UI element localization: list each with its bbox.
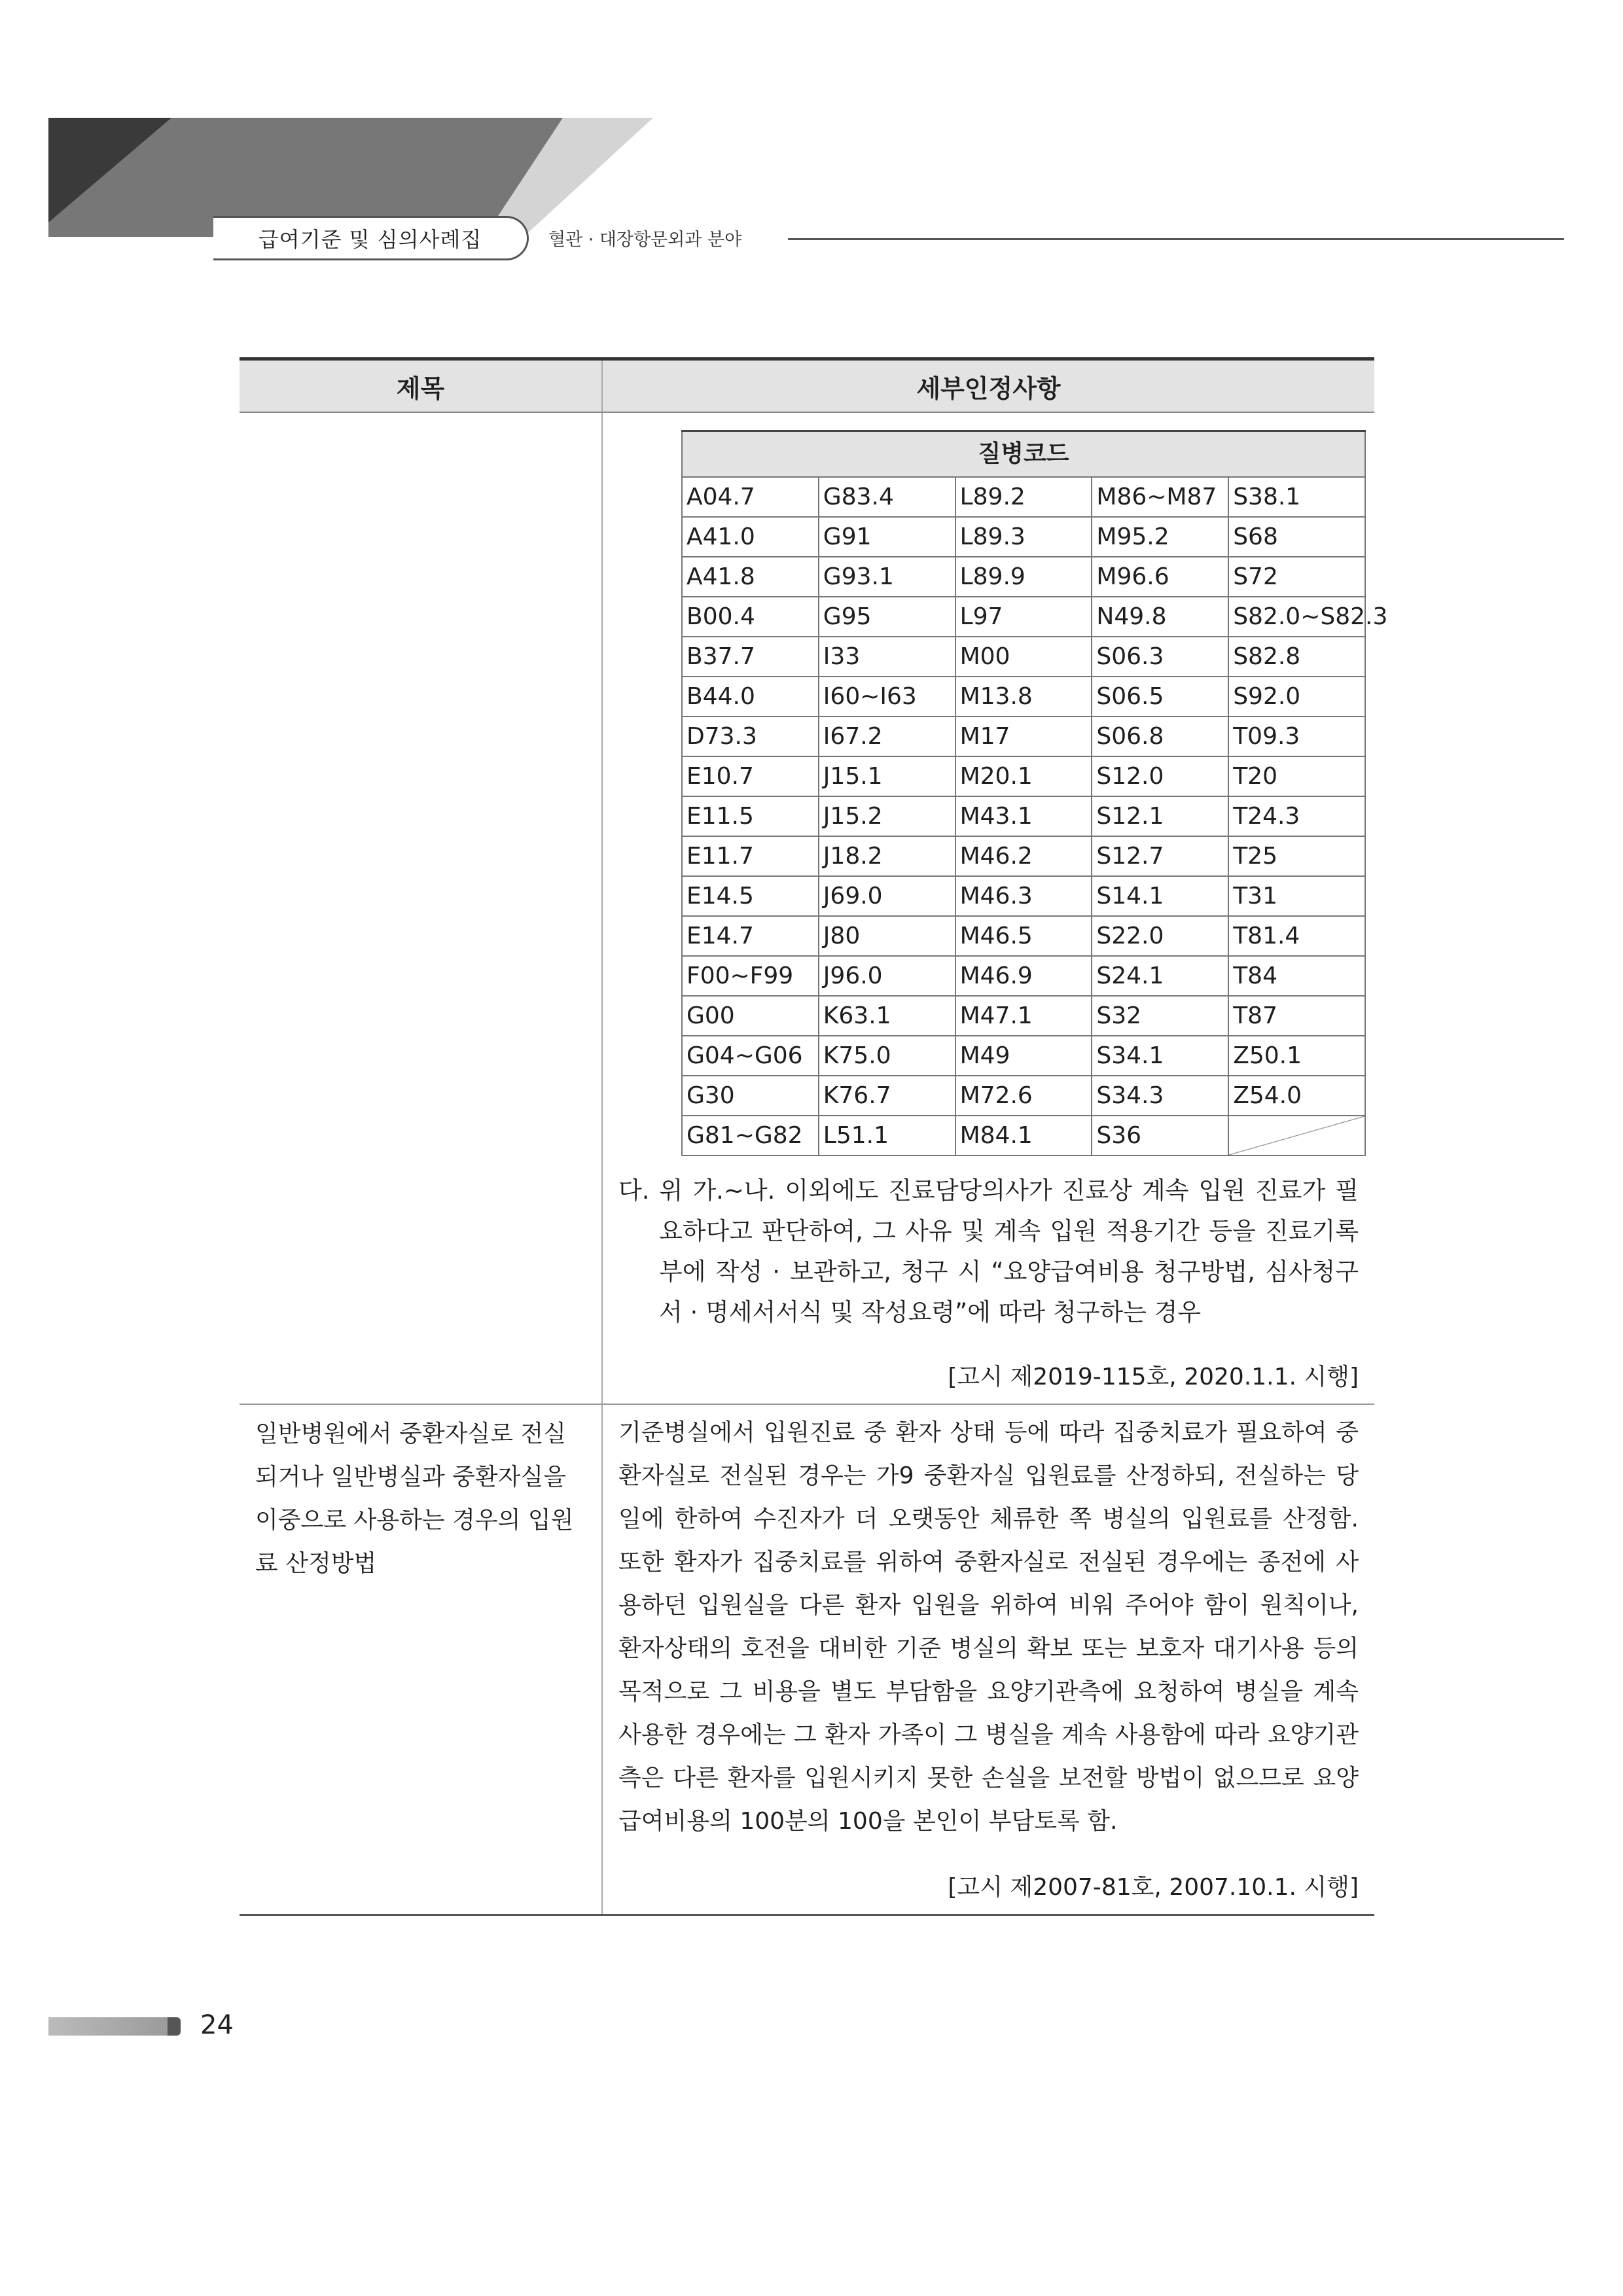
code-cell: M43.1 bbox=[955, 796, 1092, 836]
code-cell: S22.0 bbox=[1092, 916, 1228, 956]
page-number: 24 bbox=[200, 2010, 234, 2040]
code-cell: G93.1 bbox=[819, 557, 955, 597]
footer-bar bbox=[48, 2017, 177, 2036]
code-cell: E11.7 bbox=[682, 836, 819, 876]
code-cell: T81.4 bbox=[1228, 916, 1365, 956]
item-d-text: 다. 위 가.~나. 이외에도 진료담당의사가 진료상 계속 입원 진료가 필요하다고 판단하여, 그 사유 및 계속 입원 적용기간 등을 진료기록부에 작성 · 보관하고, 청구 시 “요양급여비용 청구방법, 심사청구서 · 명세서서식 및 작성요령”에 따라 청구하는 경우 bbox=[618, 1176, 1359, 1326]
code-cell: S06.3 bbox=[1092, 637, 1228, 677]
code-cell: L89.9 bbox=[955, 557, 1092, 597]
row1-details-cell bbox=[602, 412, 1388, 1404]
code-cell: M46.3 bbox=[955, 876, 1092, 916]
code-cell: A41.8 bbox=[682, 557, 819, 597]
code-cell: J18.2 bbox=[819, 836, 955, 876]
code-cell: M46.5 bbox=[955, 916, 1092, 956]
book-title-tab bbox=[213, 216, 529, 260]
code-cell: B44.0 bbox=[682, 677, 819, 716]
code-cell: J15.1 bbox=[819, 756, 955, 796]
code-cell: F00~F99 bbox=[682, 956, 819, 996]
code-cell: L51.1 bbox=[819, 1116, 955, 1156]
code-cell: Z50.1 bbox=[1228, 1036, 1365, 1076]
code-cell: G30 bbox=[682, 1076, 819, 1116]
code-cell: S36 bbox=[1092, 1116, 1228, 1156]
code-row bbox=[682, 1116, 1365, 1156]
code-row bbox=[682, 916, 1365, 956]
code-cell: I60~I63 bbox=[819, 677, 955, 716]
code-row bbox=[682, 557, 1365, 597]
code-cell: S92.0 bbox=[1228, 677, 1365, 716]
code-cell: M17 bbox=[955, 716, 1092, 756]
code-cell: J96.0 bbox=[819, 956, 955, 996]
row2-title: 일반병원에서 중환자실로 전실되거나 일반병실과 중환자실을 이중으로 사용하는 경우의 입원료 산정방법 bbox=[255, 1421, 574, 1577]
code-cell: Z54.0 bbox=[1228, 1076, 1365, 1116]
code-cell: E11.5 bbox=[682, 796, 819, 836]
book-title: 급여기준 및 심의사례집 bbox=[258, 227, 482, 252]
code-cell: J69.0 bbox=[819, 876, 955, 916]
code-cell: S34.3 bbox=[1092, 1076, 1228, 1116]
col-header-details: 세부인정사항 bbox=[602, 359, 1374, 413]
code-cell: K76.7 bbox=[819, 1076, 955, 1116]
code-cell: M72.6 bbox=[955, 1076, 1092, 1116]
code-cell: K63.1 bbox=[819, 996, 955, 1036]
section-title: 혈관 · 대장항문외과 분야 bbox=[548, 230, 742, 250]
code-row bbox=[682, 836, 1365, 876]
table-row bbox=[240, 1404, 1374, 1915]
code-cell: M95.2 bbox=[1092, 517, 1228, 557]
code-cell: G91 bbox=[819, 517, 955, 557]
code-cell: E14.7 bbox=[682, 916, 819, 956]
disease-code-table bbox=[681, 430, 1388, 1156]
code-cell: G95 bbox=[819, 597, 955, 637]
code-cell: M00 bbox=[955, 637, 1092, 677]
code-cell: S12.0 bbox=[1092, 756, 1228, 796]
code-cell: S68 bbox=[1228, 517, 1365, 557]
code-cell: B37.7 bbox=[682, 637, 819, 677]
code-cell: S12.7 bbox=[1092, 836, 1228, 876]
code-cell: S72 bbox=[1228, 557, 1365, 597]
code-cell: M49 bbox=[955, 1036, 1092, 1076]
code-row bbox=[682, 876, 1365, 916]
code-cell: T87 bbox=[1228, 996, 1365, 1036]
code-cell: T20 bbox=[1228, 756, 1365, 796]
code-row bbox=[682, 996, 1365, 1036]
row2-reference: [고시 제2007-81호, 2007.10.1. 시행] bbox=[948, 1874, 1359, 1901]
code-cell: T24.3 bbox=[1228, 796, 1365, 836]
row2-details-cell bbox=[602, 1404, 1374, 1915]
code-cell: S32 bbox=[1092, 996, 1228, 1036]
code-cell: S06.8 bbox=[1092, 716, 1228, 756]
code-row bbox=[682, 597, 1365, 637]
code-cell: G04~G06 bbox=[682, 1036, 819, 1076]
code-cell: E10.7 bbox=[682, 756, 819, 796]
code-cell: M86~M87 bbox=[1092, 477, 1228, 517]
code-cell: M96.6 bbox=[1092, 557, 1228, 597]
code-row bbox=[682, 637, 1365, 677]
code-cell: N49.8 bbox=[1092, 597, 1228, 637]
code-row bbox=[682, 956, 1365, 996]
row2-body: 기준병실에서 입원진료 중 환자 상태 등에 따라 집중치료가 필요하여 중환자실로 전실된 경우는 가9 중환자실 입원료를 산정하되, 전실하는 당일에 한하여 수진자가 더 오랫동안 체류한 쪽 병실의 입원료를 산정함. 또한 환자가 집중치료를 위하여 중환자실로 전실된 경우에는 종전에 사용하던 입원실을 다른 환자 입원을 위하여 비워 주어야 함이 원칙이나, 환자상태의 호전을 대비한 기준 병실의 확보 또는 보호자 대기사용 등의 목적으로 그 비용을 별도 부담함을 요양기관측에 요청하여 병실을 계속 사용한 경우에는 그 환자 가족이 그 병실을 계속 사용함에 따라 요양기관측은 다른 환자를 입원시키지 못한 손실을 보전할 방법이 없으므로 요양급여비용의 100분의 100을 본인이 부담토록 함. bbox=[618, 1419, 1359, 1835]
code-cell: M46.9 bbox=[955, 956, 1092, 996]
code-row bbox=[682, 756, 1365, 796]
disease-code-header: 질병코드 bbox=[682, 431, 1365, 478]
code-cell: A41.0 bbox=[682, 517, 819, 557]
code-cell: L89.2 bbox=[955, 477, 1092, 517]
code-cell: T31 bbox=[1228, 876, 1365, 916]
code-cell: S06.5 bbox=[1092, 677, 1228, 716]
row1-title-cell bbox=[240, 412, 602, 1404]
code-row bbox=[682, 1036, 1365, 1076]
code-cell: M84.1 bbox=[955, 1116, 1092, 1156]
code-cell: M46.2 bbox=[955, 836, 1092, 876]
criteria-table bbox=[240, 357, 1388, 1916]
row2-title-cell bbox=[240, 1404, 602, 1915]
code-cell: T84 bbox=[1228, 956, 1365, 996]
code-cell: I67.2 bbox=[819, 716, 955, 756]
code-cell: S12.1 bbox=[1092, 796, 1228, 836]
code-cell bbox=[1228, 1116, 1365, 1156]
table-header-row bbox=[240, 359, 1374, 413]
code-row bbox=[682, 477, 1365, 517]
code-cell: E14.5 bbox=[682, 876, 819, 916]
code-row bbox=[682, 716, 1365, 756]
code-cell: S14.1 bbox=[1092, 876, 1228, 916]
code-cell: I33 bbox=[819, 637, 955, 677]
code-row bbox=[682, 1076, 1365, 1116]
code-cell: M20.1 bbox=[955, 756, 1092, 796]
code-cell: L97 bbox=[955, 597, 1092, 637]
row1-reference: [고시 제2019-115호, 2020.1.1. 시행] bbox=[948, 1364, 1359, 1390]
code-cell: L89.3 bbox=[955, 517, 1092, 557]
code-cell: S34.1 bbox=[1092, 1036, 1228, 1076]
code-cell: A04.7 bbox=[682, 477, 819, 517]
footer-bar-tip bbox=[168, 2017, 181, 2036]
code-cell: S24.1 bbox=[1092, 956, 1228, 996]
code-cell: B00.4 bbox=[682, 597, 819, 637]
code-cell: J15.2 bbox=[819, 796, 955, 836]
code-cell: G00 bbox=[682, 996, 819, 1036]
code-cell: J80 bbox=[819, 916, 955, 956]
code-cell: M47.1 bbox=[955, 996, 1092, 1036]
code-cell: M13.8 bbox=[955, 677, 1092, 716]
code-cell: T09.3 bbox=[1228, 716, 1365, 756]
table-row bbox=[240, 412, 1374, 1404]
col-header-title: 제목 bbox=[240, 359, 602, 413]
code-row bbox=[682, 796, 1365, 836]
code-cell: S82.0~S82.3 bbox=[1228, 597, 1365, 637]
code-row bbox=[682, 517, 1365, 557]
code-cell: D73.3 bbox=[682, 716, 819, 756]
code-cell: G81~G82 bbox=[682, 1116, 819, 1156]
code-row bbox=[682, 677, 1365, 716]
code-cell: T25 bbox=[1228, 836, 1365, 876]
code-cell: S38.1 bbox=[1228, 477, 1365, 517]
code-cell: K75.0 bbox=[819, 1036, 955, 1076]
code-cell: S82.8 bbox=[1228, 637, 1365, 677]
header-divider bbox=[788, 238, 1564, 240]
code-cell: G83.4 bbox=[819, 477, 955, 517]
